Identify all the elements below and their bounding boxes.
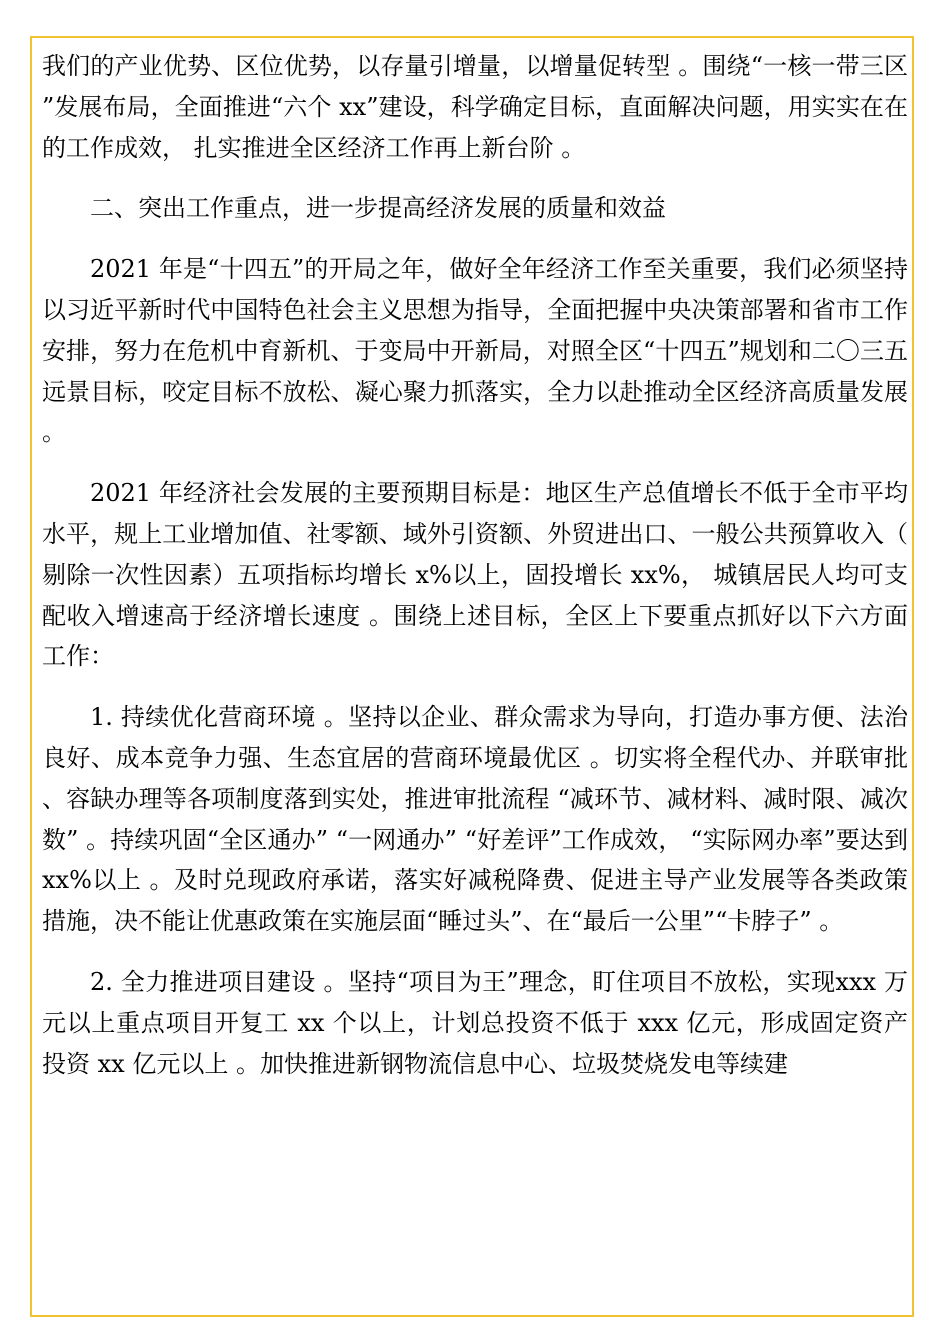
paragraph-2021-targets: 2021 年经济社会发展的主要预期目标是：地区生产总值增长不低于全市平均水平，规上工业增加值、社零额、域外引资额、外贸进出口、一般公共预算收入（剔除一次性因素）五项指标均增长 x%以上，固投增长 xx%， 城镇居民人均可支配收入增速高于经济增长速度 。围绕上述目标，全区上下要重点抓好以下六方面工作： — [42, 479, 908, 671]
paragraph-item-2: 2. 全力推进项目建设 。坚持“项目为王”理念，盯住项目不放松，实现xxx 万元以上重点项目开复工 xx 个以上，计划总投资不低于 xxx 亿元，形成固定资产投资 xx 亿元以上 。加快推进新钢物流信息中心、垃圾焚烧发电等续建 — [42, 967, 908, 1078]
paragraph-gap — [42, 229, 908, 249]
paragraph-item-1: 1. 持续优化营商环境 。坚持以企业、群众需求为导向，打造办事方便、法治良好、成本竞争力强、生态宜居的营商环境最优区 。切实将全程代办、并联审批、容缺办理等各项制度落到实处，推进审批流程 “减环节、减材料、减时限、减次数” 。持续巩固“全区通办” “一网通办” “好差评”工作成效， “实际网办率”要达到 xx%以上 。及时兑现政府承诺，落实好减税降费、促进主导产业发展等各类政策措施，决不能让优惠政策在实施层面“睡过头”、在“最后一公里”“卡脖子” 。 — [42, 703, 908, 936]
paragraph-gap — [42, 942, 908, 962]
paragraph-gap — [42, 453, 908, 473]
paragraph-2021-start: 2021 年是“十四五”的开局之年，做好全年经济工作至关重要，我们必须坚持以习近平新时代中国特色社会主义思想为指导，全面把握中央决策部署和省市工作安排，努力在危机中育新机、于变局中开新局，对照全区“十四五”规划和二〇三五远景目标，咬定目标不放松、凝心聚力抓落实，全力以赴推动全区经济高质量发展 。 — [42, 255, 908, 447]
document-body — [42, 46, 908, 1084]
paragraph-gap — [42, 168, 908, 188]
paragraph-intro-continued: 我们的产业优势、区位优势，以存量引增量，以增量促转型 。围绕“一核一带三区”发展布局，全面推进“六个 xx”建设，科学确定目标，直面解决问题，用实实在在的工作成效， 扎实推进全区经济工作再上新台阶 。 — [42, 52, 908, 162]
section-heading: 二、突出工作重点，进一步提高经济发展的质量和效益 — [90, 194, 666, 223]
page-frame — [30, 36, 914, 1317]
paragraph-gap — [42, 677, 908, 697]
